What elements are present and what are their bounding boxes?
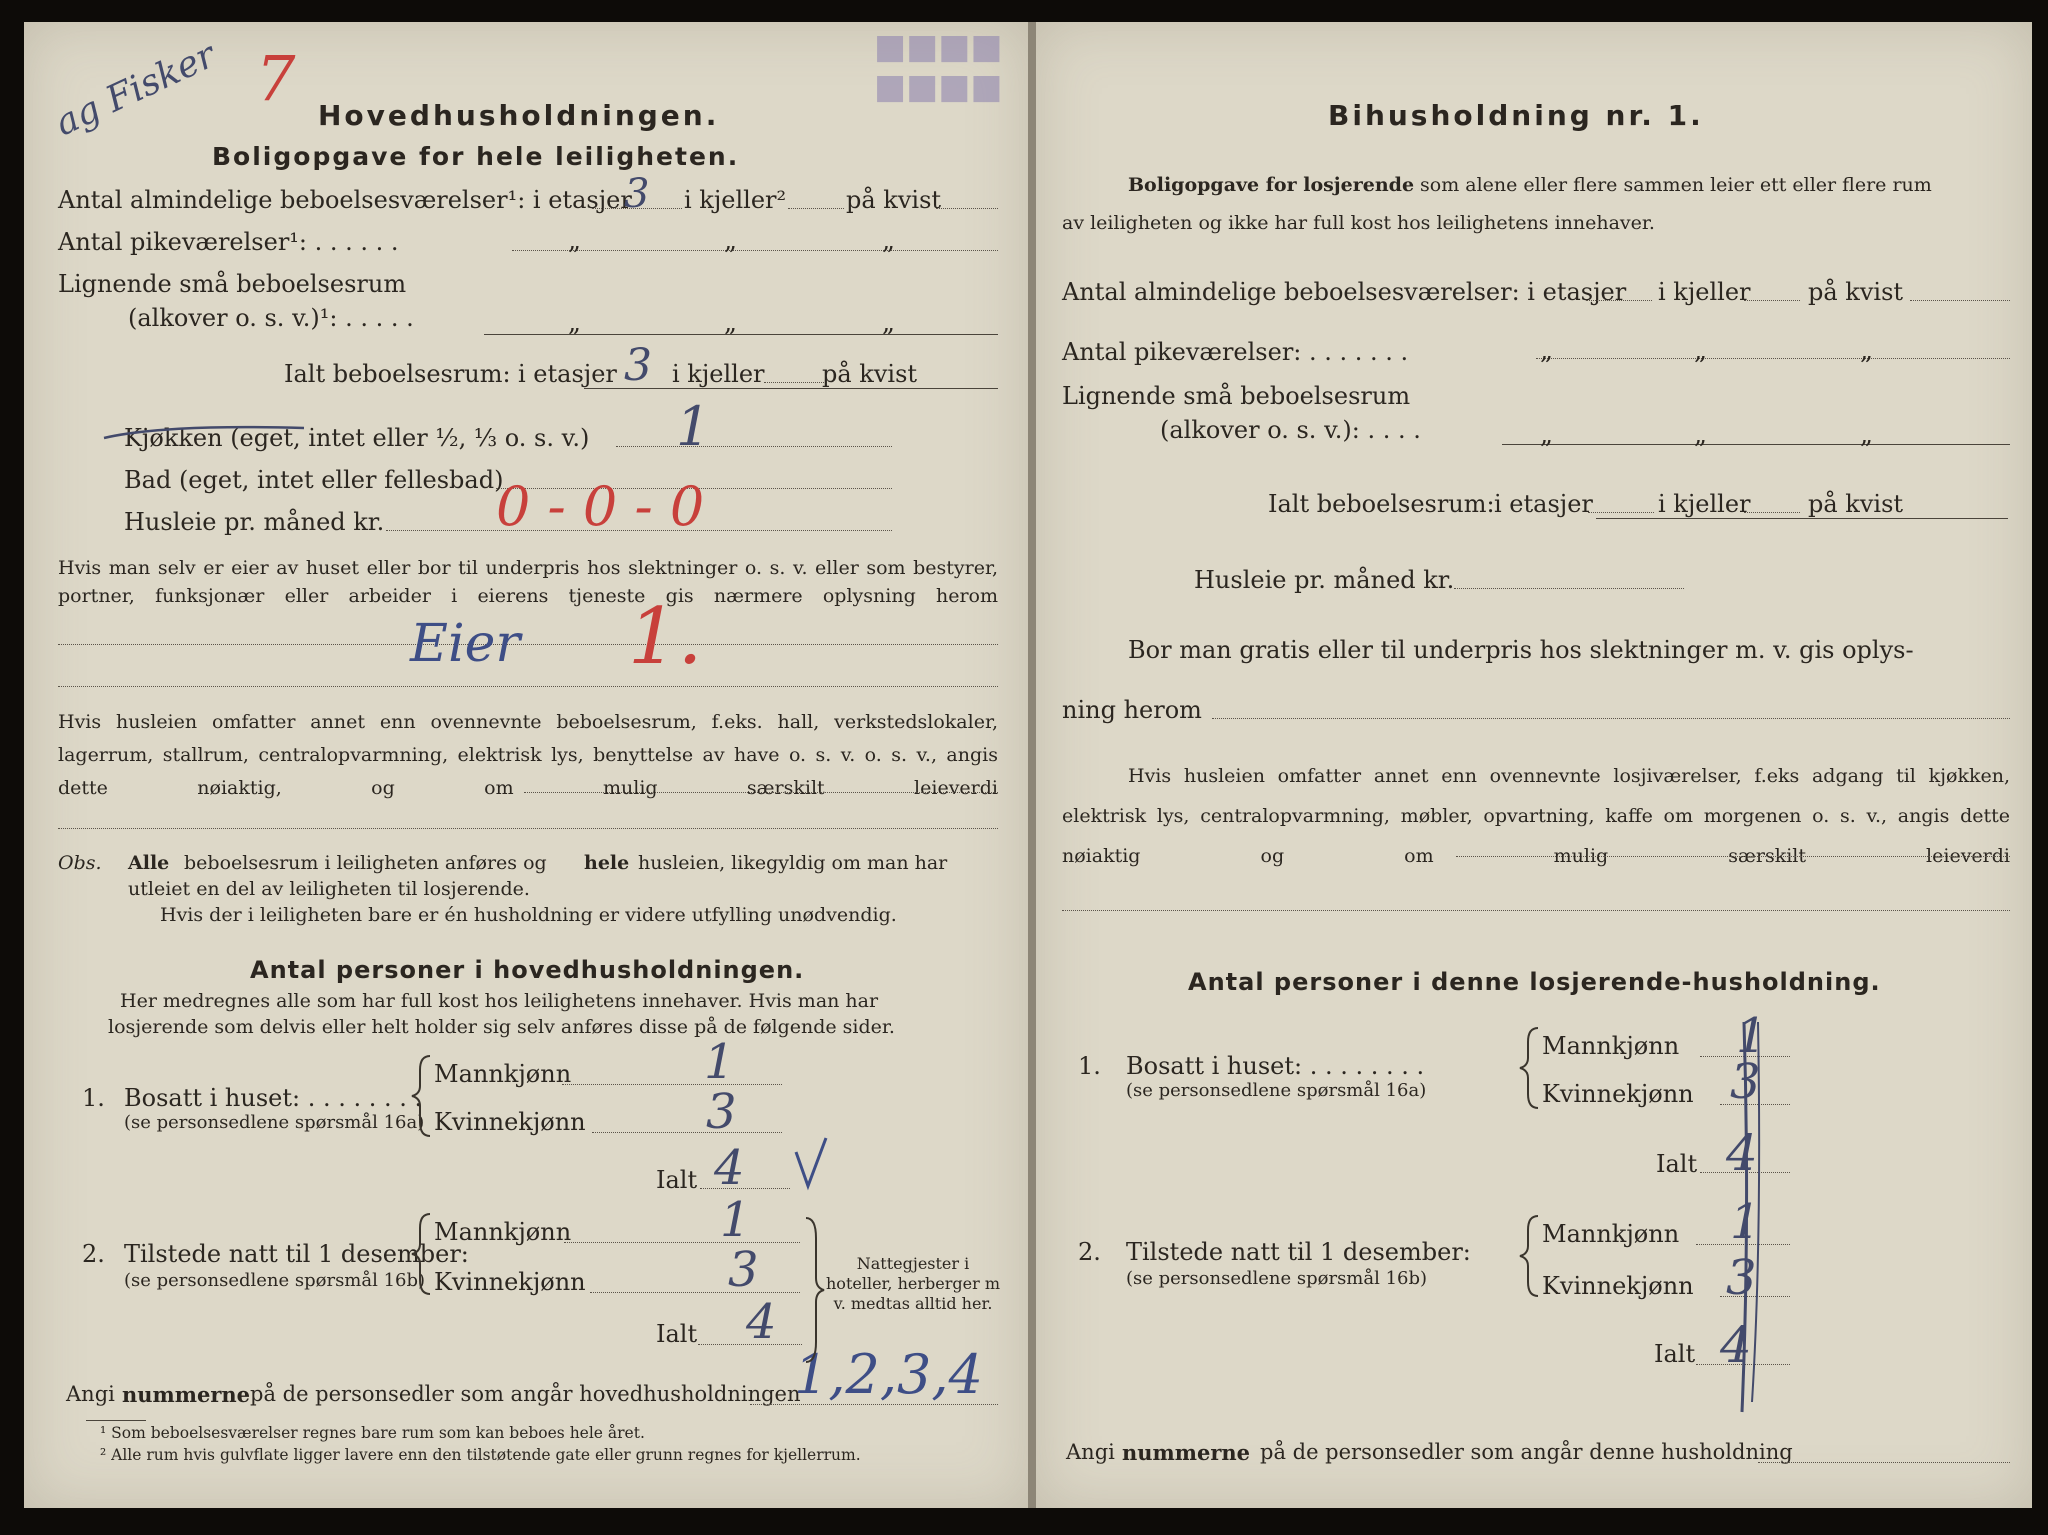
r-row-lignende-label: Lignende små beboelsesrum xyxy=(1062,382,1411,410)
intro-rest: som alene eller flere sammen leier ett eller flere rum xyxy=(1420,174,1932,196)
ditto-mark: „ xyxy=(1694,336,1707,365)
r-row-pike-label: Antal pikeværelser: . . . . . . . xyxy=(1062,338,1409,366)
q1-sub: (se personsedlene spørsmål 16a) xyxy=(124,1112,425,1133)
q2-number: 2. xyxy=(82,1240,105,1268)
ditto-mark: „ xyxy=(1540,420,1553,449)
hw-q2-mann: 1 xyxy=(720,1192,751,1248)
bad-label: Bad (eget, intet eller fellesbad) xyxy=(124,466,504,494)
angi-label: Angi xyxy=(66,1382,115,1406)
r-kjeller-label: i kjeller xyxy=(1658,278,1751,306)
r-ialt-etasjer-label: i etasjer xyxy=(1494,490,1593,518)
ditto-mark: „ xyxy=(1540,336,1553,365)
hw-q2-ialt: 4 xyxy=(746,1294,777,1350)
bihus-title: Bihusholdning nr. 1. xyxy=(1328,99,1704,132)
r-row-alkover-label: (alkover o. s. v.): . . . . xyxy=(1160,416,1421,444)
ditto-mark: „ xyxy=(1860,420,1873,449)
hw-q1-mann: 1 xyxy=(704,1034,735,1090)
r-angi-rest: på de personsedler som angår denne husholdning xyxy=(1260,1440,1793,1464)
ditto-mark: „ xyxy=(724,308,737,337)
ditto-mark: „ xyxy=(882,226,895,255)
kjeller-label: i kjeller² xyxy=(684,186,787,214)
r-hw-q2-ialt: 4 xyxy=(1720,1316,1752,1374)
r-q1-number: 1. xyxy=(1078,1052,1101,1080)
footnote-1: ¹ Som beboelsesværelser regnes bare rum som kan beboes hele året. xyxy=(100,1424,645,1442)
r-q2-label: Tilstede natt til 1 desember: xyxy=(1126,1238,1471,1266)
r-ialt-kjeller-label: i kjeller xyxy=(1658,490,1751,518)
hw-q1-kvinne: 3 xyxy=(706,1084,737,1140)
persons-sub-2: losjerende som delvis eller helt holder sig selv anføres disse på de følgende sider. xyxy=(108,1016,895,1038)
q1-kvinne-label: Kvinnekjønn xyxy=(434,1108,586,1136)
q2-mann-label: Mannkjønn xyxy=(434,1218,572,1246)
hw-nummerne: 1,2,3,4 xyxy=(794,1343,983,1406)
q2-ialt-label: Ialt xyxy=(656,1320,698,1348)
r-q2-number: 2. xyxy=(1078,1238,1101,1266)
obs-text-1: beboelsesrum i leiligheten anføres og xyxy=(184,852,547,874)
corner-note: ag Fisker xyxy=(49,34,222,145)
r-row-almindelige-label: Antal almindelige beboelsesværelser: i etasjer xyxy=(1062,278,1627,306)
obs-hele: hele xyxy=(584,852,630,874)
q2-kvinne-label: Kvinnekjønn xyxy=(434,1268,586,1296)
eier-paragraph: Hvis man selv er eier av huset eller bor til underpris hos slektninger o. s. v. eller som bestyrer, portner, funksjonær eller arbeider i eierens tjeneste gis nærmere oplysning herom xyxy=(58,557,998,607)
book-spine xyxy=(1028,22,1036,1508)
r-q2-ialt-label: Ialt xyxy=(1654,1340,1696,1368)
hw-kjokken: 1 xyxy=(676,395,711,458)
left-ink-marks xyxy=(24,22,1028,1508)
r-q1-sub: (se personsedlene spørsmål 16a) xyxy=(1126,1080,1427,1101)
r-omfatter-paragraph: Hvis husleien omfatter annet enn ovennevnte losjiværelser, f.eks adgang til kjøkken, elektrisk lys, centralopvarmning, møbler, opvartning, kaffe om morgenen o. s. v., angis dette nøiaktig og om mulig særskilt leieverdi xyxy=(1062,765,2010,867)
r-angi-nummerne: nummerne xyxy=(1122,1440,1251,1465)
row-lignende-label: Lignende små beboelsesrum xyxy=(58,270,407,298)
q1-number: 1. xyxy=(82,1084,105,1112)
ditto-mark: „ xyxy=(568,226,581,255)
r-q1-label: Bosatt i huset: . . . . . . . . xyxy=(1126,1052,1425,1080)
obs-alle: Alle xyxy=(128,852,170,874)
q1-ialt-label: Ialt xyxy=(656,1166,698,1194)
q2-label: Tilstede natt til 1 desember: xyxy=(124,1240,469,1268)
obs-label: Obs. xyxy=(58,852,102,874)
page-title: Hovedhusholdningen. xyxy=(318,99,720,132)
r-husleie-label: Husleie pr. måned kr. xyxy=(1194,566,1455,594)
r-ialt-label: Ialt beboelsesrum: xyxy=(1268,490,1495,518)
persons-sub-1: Her medregnes alle som har full kost hos leilighetens innehaver. Hvis man har xyxy=(120,990,879,1012)
ialt-etasjer-label: i etasjer xyxy=(518,360,617,388)
omfatter-paragraph: Hvis husleien omfatter annet enn ovennevnte beboelsesrum, f.eks. hall, verkstedslokaler, lagerrum, stallrum, centralopvarmning, elektrisk lys, benyttelse av have o. s. v. o. s. v., angis dette nøiaktig, og om mulig særskilt leieverdi xyxy=(58,711,998,799)
stamp-mark: ■■■■ ■■■■ xyxy=(874,27,1003,107)
kjokken-label: Kjøkken (eget, intet eller ½, ⅓ o. s. v.) xyxy=(124,424,590,452)
row-almindelige-label: Antal almindelige beboelsesværelser¹: i etasjer xyxy=(58,186,632,214)
r-hw-q1-mann: 1 xyxy=(1736,1008,1767,1064)
angi-rest: på de personsedler som angår hovedhusholdningen xyxy=(250,1382,801,1406)
hw-etasjer: 3 xyxy=(624,171,650,217)
nattegjester-note: Nattegjester i hoteller, herberger m v. medtas alltid her. xyxy=(826,1254,1000,1313)
r-persons-title: Antal personer i denne losjerende-husholdning. xyxy=(1188,968,1881,996)
ialt-kvist-label: på kvist xyxy=(822,360,918,388)
r-q2-kvinne-label: Kvinnekjønn xyxy=(1542,1272,1694,1300)
persons-title: Antal personer i hovedhusholdningen. xyxy=(250,956,805,984)
r-q1-ialt-label: Ialt xyxy=(1656,1150,1698,1178)
q1-label: Bosatt i huset: . . . . . . . . xyxy=(124,1084,423,1112)
intro-line-2: av leiligheten og ikke har full kost hos leilighetens innehaver. xyxy=(1062,212,1655,234)
r-hw-q2-kvinne: 3 xyxy=(1726,1250,1757,1306)
intro-bold: Boligopgave for losjerende xyxy=(1128,174,1415,196)
obs-line-2: utleiet en del av leiligheten til losjerende. xyxy=(128,878,530,900)
bor-line-2: ning herom xyxy=(1062,696,1202,724)
page-subtitle: Boligopgave for hele leiligheten. xyxy=(212,142,740,171)
ialt-beboelsesrum-label: Ialt beboelsesrum: xyxy=(284,360,511,388)
q2-sub: (se personsedlene spørsmål 16b) xyxy=(124,1270,426,1291)
ditto-mark: „ xyxy=(1694,420,1707,449)
ditto-mark: „ xyxy=(882,308,895,337)
r-angi-label: Angi xyxy=(1066,1440,1115,1464)
r-hw-q2-mann: 1 xyxy=(1730,1194,1761,1250)
hw-eier: Eier xyxy=(410,614,521,674)
bor-line-1: Bor man gratis eller til underpris hos slektninger m. v. gis oplys- xyxy=(1128,636,1914,664)
r-q2-mann-label: Mannkjønn xyxy=(1542,1220,1680,1248)
row-alkover-label: (alkover o. s. v.)¹: . . . . . xyxy=(128,304,414,332)
household-number: 7 xyxy=(256,42,296,115)
ditto-mark: „ xyxy=(1860,336,1873,365)
obs-line-3: Hvis der i leiligheten bare er én husholdning er videre utfylling unødvendig. xyxy=(160,904,897,926)
r-kvist-label: på kvist xyxy=(1808,278,1904,306)
ditto-mark: „ xyxy=(568,308,581,337)
kvist-label: på kvist xyxy=(846,186,942,214)
r-hw-q1-ialt: 4 xyxy=(1726,1124,1758,1182)
hw-q1-ialt: 4 xyxy=(714,1140,745,1196)
r-q2-sub: (se personsedlene spørsmål 16b) xyxy=(1126,1268,1428,1289)
hw-ialt-etasjer: 3 xyxy=(624,340,652,391)
r-q1-mann-label: Mannkjønn xyxy=(1542,1032,1680,1060)
ialt-kjeller-label: i kjeller xyxy=(672,360,765,388)
left-page xyxy=(24,22,1028,1508)
husleie-label: Husleie pr. måned kr. xyxy=(124,508,385,536)
hw-eier-number: 1. xyxy=(628,592,703,682)
footnote-2: ² Alle rum hvis gulvflate ligger lavere enn den tilstøtende gate eller grunn regnes for kjellerrum. xyxy=(100,1446,861,1464)
hw-husleie: 0 - 0 - 0 xyxy=(496,475,705,538)
r-ialt-kvist-label: på kvist xyxy=(1808,490,1904,518)
right-page xyxy=(1036,22,2032,1508)
row-pike-label: Antal pikeværelser¹: . . . . . . xyxy=(58,228,399,256)
obs-text-2: husleien, likegyldig om man har xyxy=(638,852,948,874)
ditto-mark: „ xyxy=(724,226,737,255)
r-q1-kvinne-label: Kvinnekjønn xyxy=(1542,1080,1694,1108)
q1-mann-label: Mannkjønn xyxy=(434,1060,572,1088)
angi-nummerne: nummerne xyxy=(122,1382,251,1407)
r-hw-q1-kvinne: 3 xyxy=(1730,1054,1761,1110)
right-ink-marks xyxy=(1036,22,2032,1508)
hw-q2-kvinne: 3 xyxy=(728,1242,759,1298)
